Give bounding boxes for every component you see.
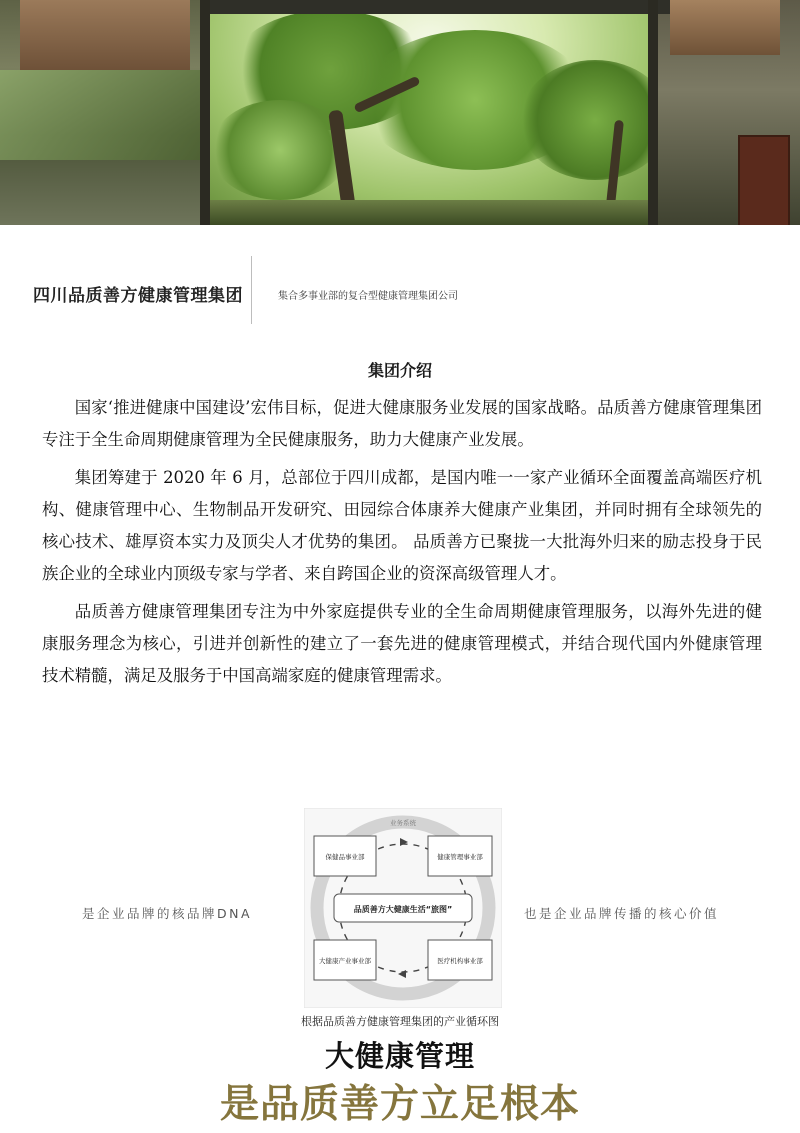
header-divider (251, 256, 252, 324)
company-name: 四川品质善方健康管理集团 (33, 286, 243, 306)
slogan-line-1: 大健康管理 (324, 1039, 475, 1073)
cycle-svg (304, 808, 502, 1008)
industry-cycle-diagram (304, 808, 502, 1008)
node-label: 大健康产业事业部 (319, 957, 371, 965)
node-label: 保健品事业部 (325, 853, 365, 861)
hero-photo (0, 0, 800, 225)
node-label: 健康管理事业部 (437, 853, 483, 861)
diagram-right-caption: 也是企业品牌传播的核心价值 (524, 906, 720, 921)
ring-label: 业务系统 (390, 819, 416, 827)
article-paragraph: 品质善方健康管理集团专注为中外家庭提供专业的全生命周期健康管理服务，以海外先进的健康服务理念为核心，引进并创新性的建立了一套先进的健康管理模式，并结合现代国内外健康管理技术精髓，满足及服务于中国高端家庭的健康管理需求。 (42, 602, 762, 685)
diagram-caption: 根据品质善方健康管理集团的产业循环图 (301, 1015, 499, 1028)
company-tagline: 集合多事业部的复合型健康管理集团公司 (278, 291, 458, 302)
diagram-left-caption: 是企业品牌的核品牌DNA (82, 906, 253, 921)
article-paragraph: 国家‘推进健康中国建设’宏伟目标，促进大健康服务业发展的国家战略。品质善方健康管理集团专注于全生命周期健康管理为全民健康服务，助力大健康产业发展。 (42, 398, 762, 449)
article-paragraph: 集团筹建于 2020 年 6 月，总部位于四川成都，是国内唯一一家产业循环全面覆盖高端医疗机构、健康管理中心、生物制品开发研究、田园综合体康养大健康产业集团，并同时拥有全球领先的核心技术、雄厚资本实力及顶尖人才优势的集团。 品质善方已聚拢一大批海外归来的励志投身于民族企业的全球业内顶级专家与学者、来自跨国企业的资深高级管理人才。 (42, 468, 762, 583)
slogan-line-2: 是品质善方立足根本 (219, 1082, 580, 1127)
node-label: 医疗机构事业部 (437, 957, 483, 965)
section-title: 集团介绍 (367, 361, 432, 380)
article-body (42, 392, 762, 698)
center-label: 品质善方大健康生活“旅图” (353, 905, 453, 914)
